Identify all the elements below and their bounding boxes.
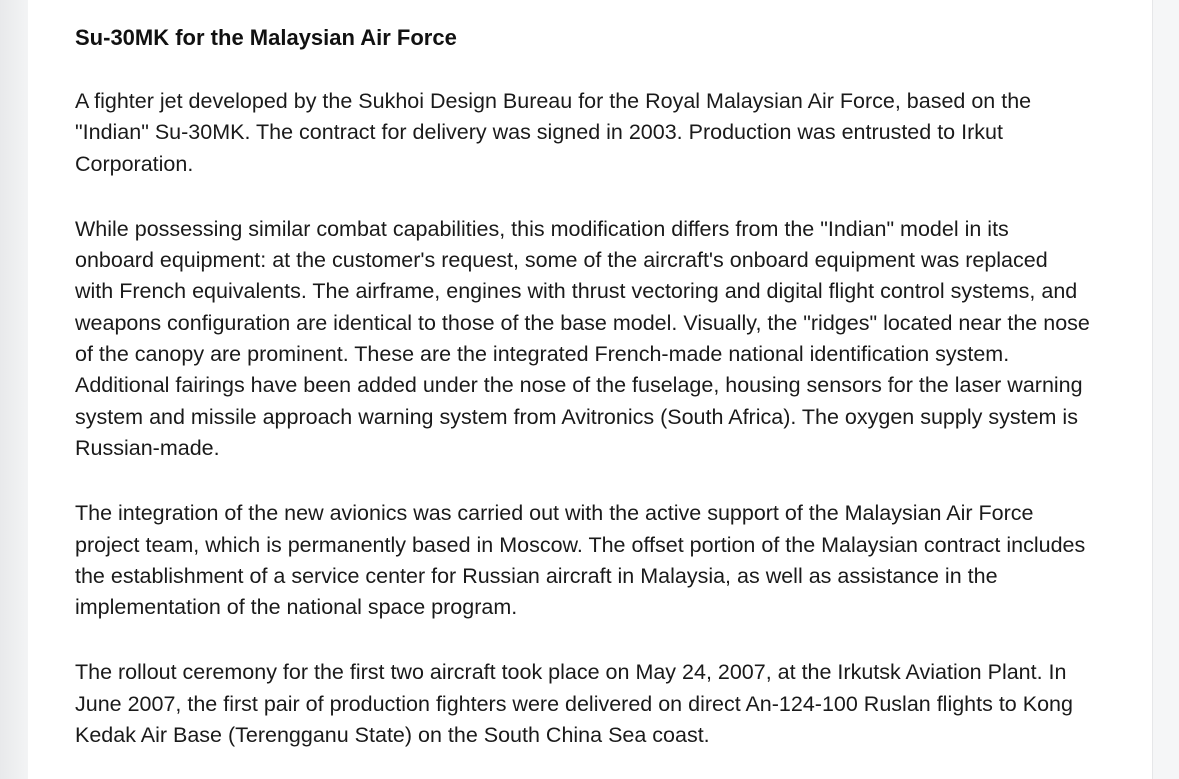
- article-paragraph-4: The rollout ceremony for the first two aircraft took place on May 24, 2007, at the Irkutsk Aviation Plant. In June 2007, the first pair of production fighters were delivered on direct An-124-100 Ruslan flights to Kong Kedak Air Base (Terengganu State) on the South China Sea coast.: [75, 660, 1073, 748]
- article-page: [28, 0, 1152, 779]
- article-title: Su-30MK for the Malaysian Air Force: [75, 25, 457, 50]
- article-paragraph-2: While possessing similar combat capabilities, this modification differs from the "Indian" model in its onboard equipment: at the customer's request, some of the aircraft's onboard equipment was replaced with French equivalents. The airframe, engines with thrust vectoring and digital flight control systems, and weapons configuration are identical to those of the base model. Visually, the "ridges" located near the nose of the canopy are prominent. These are the integrated French-made national identification system. Additional fairings have been added under the nose of the fuselage, housing sensors for the laser warning system and missile approach warning system from Avitronics (South Africa). The oxygen supply system is Russian-made.: [75, 216, 1090, 460]
- right-margin: [1152, 0, 1179, 779]
- article-paragraph-3: The integration of the new avionics was carried out with the active support of the Malaysian Air Force project team, which is permanently based in Moscow. The offset portion of the Malaysian contract includes the establishment of a service center for Russian aircraft in Malaysia, as well as assistance in the implementation of the national space program.: [75, 501, 1086, 620]
- article-paragraph-1: A fighter jet developed by the Sukhoi Design Bureau for the Royal Malaysian Air Force, based on the "Indian" Su-30MK. The contract for delivery was signed in 2003. Production was entrusted to Irkut Corporation.: [75, 89, 1032, 176]
- left-margin: [0, 0, 28, 779]
